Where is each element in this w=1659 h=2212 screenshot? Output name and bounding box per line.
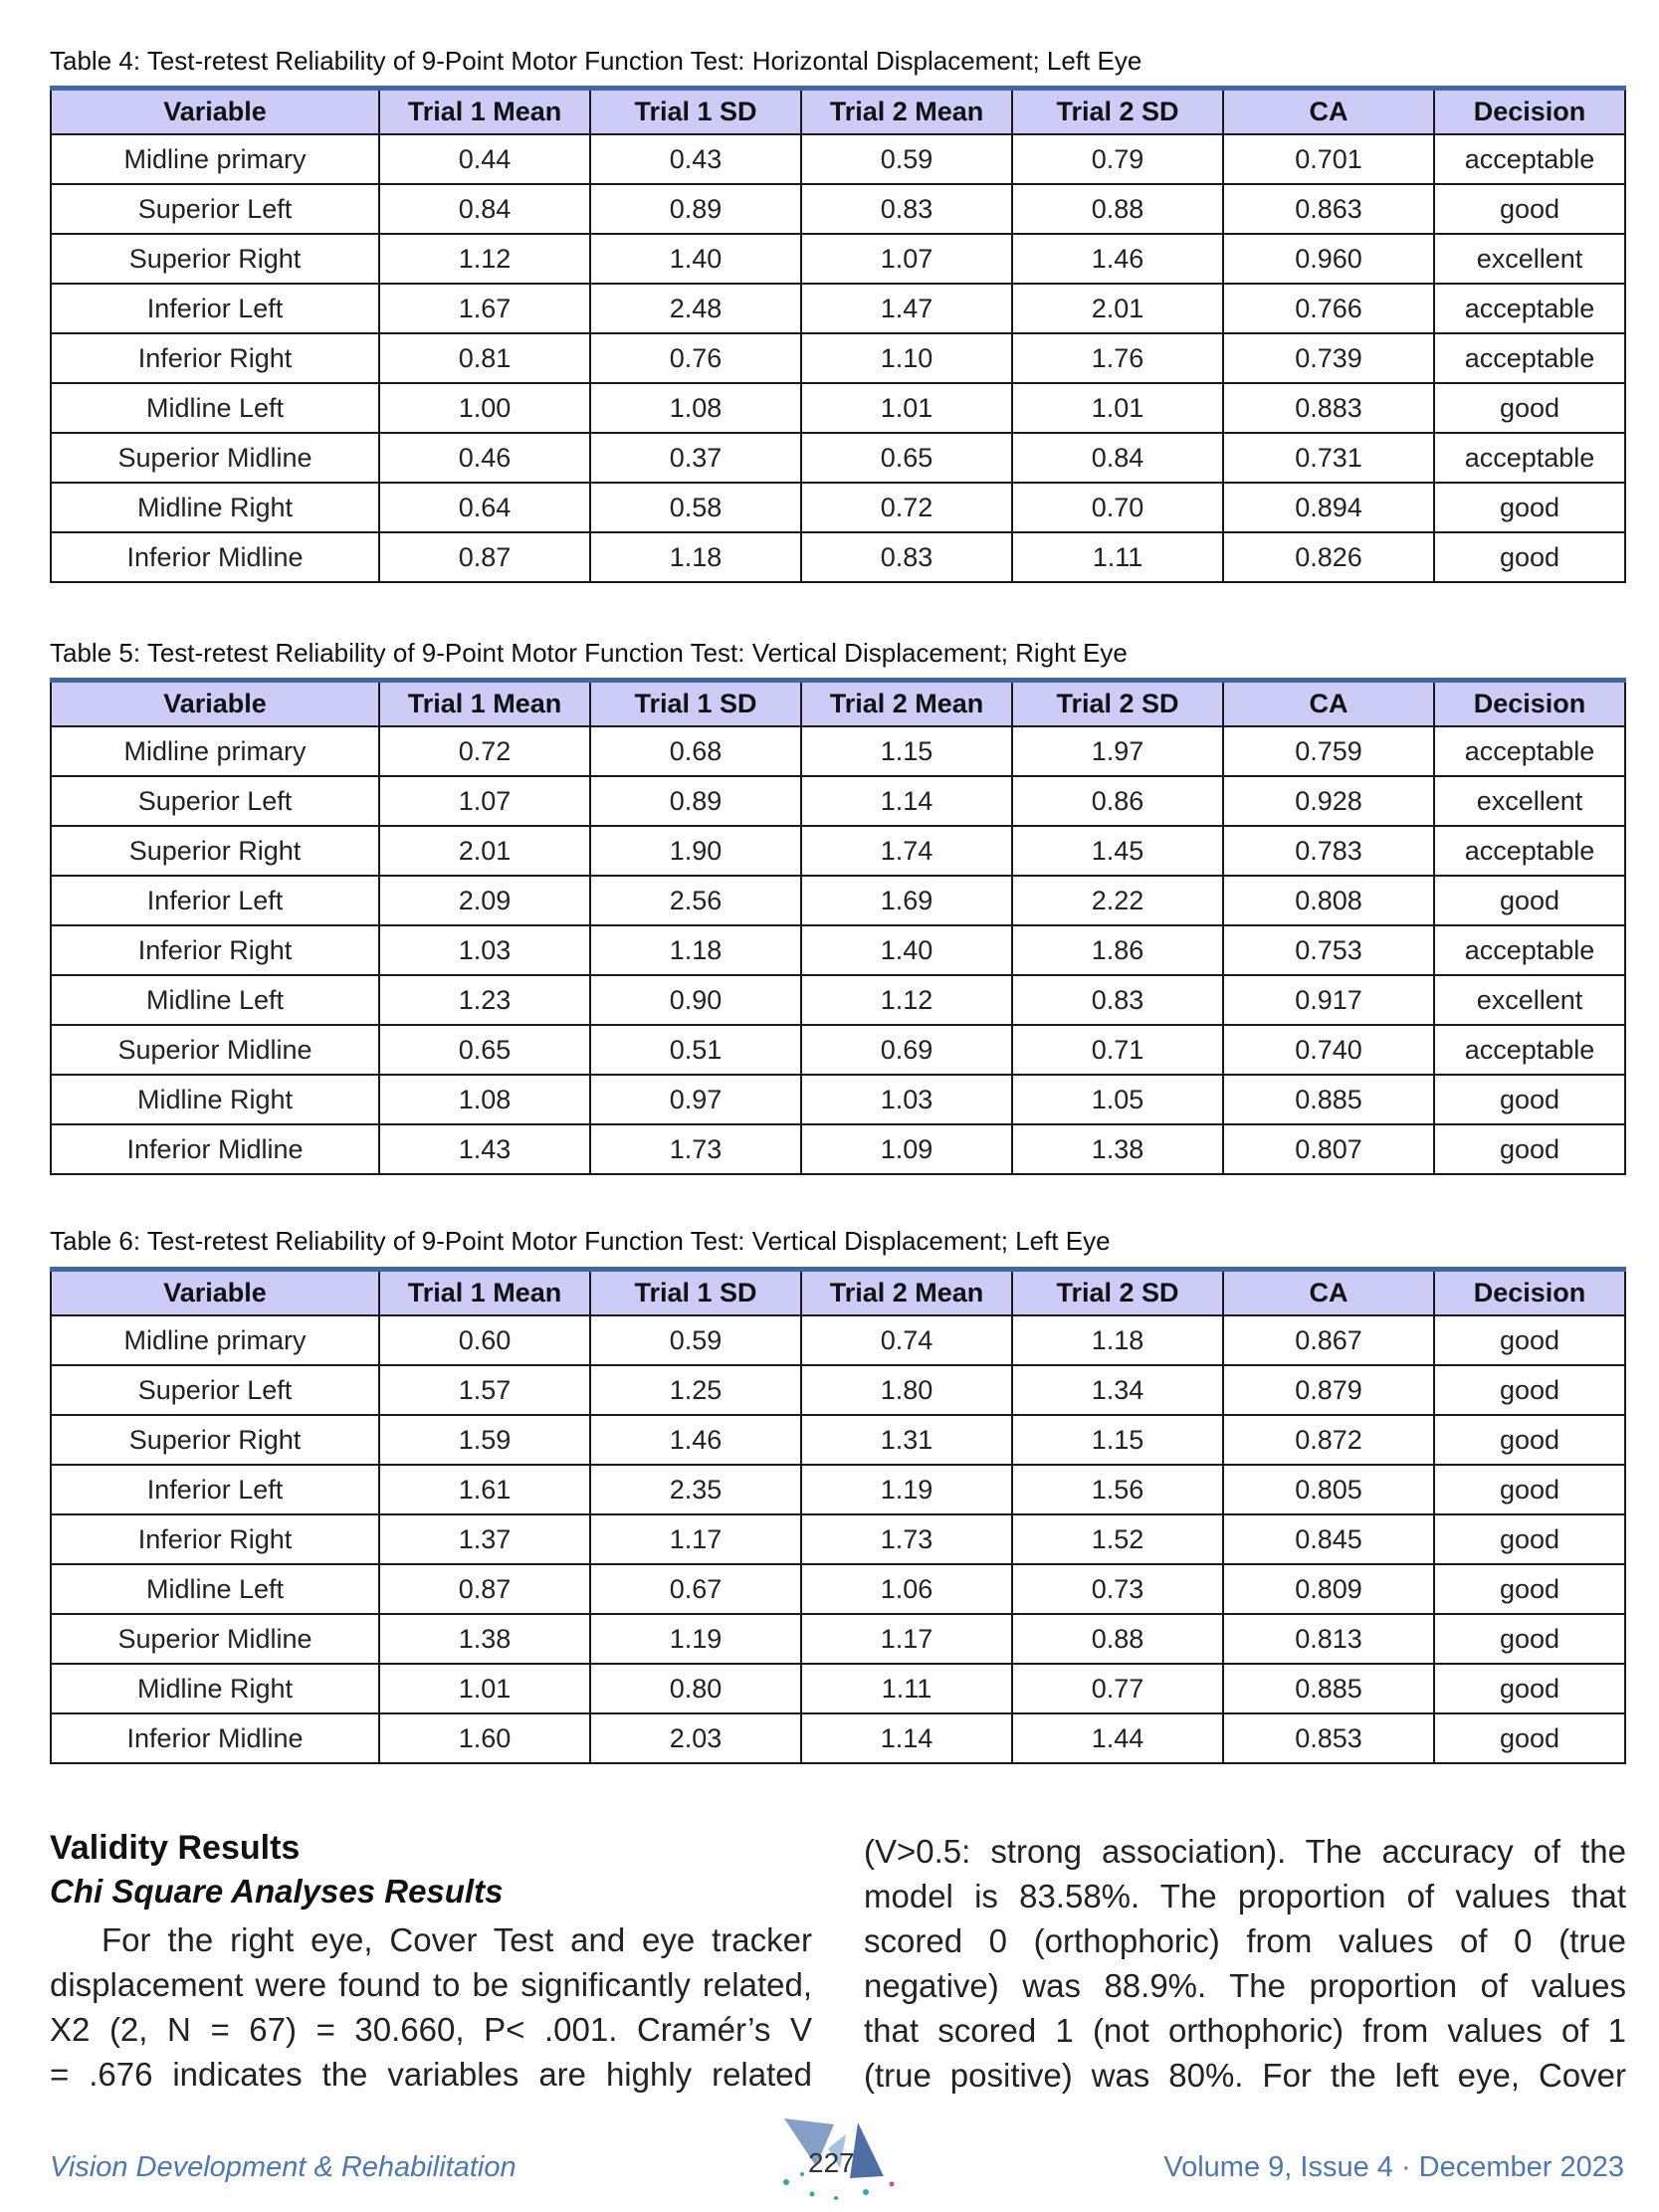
value-cell: 0.83: [1012, 975, 1223, 1025]
value-cell: good: [1434, 1075, 1625, 1124]
table-row: [51, 1415, 1625, 1465]
table-row: [51, 826, 1625, 876]
value-cell: 0.863: [1223, 184, 1434, 234]
value-cell: 0.60: [379, 1315, 590, 1365]
value-cell: good: [1434, 1465, 1625, 1514]
value-cell: 1.12: [379, 234, 590, 284]
value-cell: 1.61: [379, 1465, 590, 1514]
value-cell: 1.90: [590, 826, 801, 876]
value-cell: good: [1434, 184, 1625, 234]
value-cell: 1.19: [590, 1614, 801, 1664]
value-cell: 2.22: [1012, 876, 1223, 925]
paragraph-line: X2 (2, N = 67) = 30.660, P< .001. Cramér’s V: [50, 2011, 812, 2048]
value-cell: 1.73: [590, 1124, 801, 1174]
value-cell: good: [1434, 1124, 1625, 1174]
value-cell: 0.44: [379, 134, 590, 184]
table-row: [51, 876, 1625, 925]
value-cell: good: [1434, 1713, 1625, 1763]
value-cell: acceptable: [1434, 726, 1625, 776]
table-row: [51, 1564, 1625, 1614]
value-cell: 0.89: [590, 184, 801, 234]
value-cell: 0.809: [1223, 1564, 1434, 1614]
variable-cell: Inferior Midline: [51, 1713, 379, 1763]
value-cell: 0.69: [801, 1025, 1012, 1075]
table-row: [51, 1315, 1625, 1365]
value-cell: 1.67: [379, 284, 590, 333]
variable-cell: Superior Right: [51, 1415, 379, 1465]
section-title: Validity Results: [50, 1829, 301, 1867]
table-row: [51, 1664, 1625, 1713]
table-row: [51, 1025, 1625, 1075]
value-cell: 1.31: [801, 1415, 1012, 1465]
value-cell: 2.09: [379, 876, 590, 925]
section-subtitle: Chi Square Analyses Results: [50, 1873, 504, 1910]
table-4-caption: Table 4: Test-retest Reliability of 9-Point Motor Function Test: Horizontal Displacement; Left Eye: [50, 46, 1142, 76]
value-cell: 0.65: [379, 1025, 590, 1075]
value-cell: 1.69: [801, 876, 1012, 925]
paragraph-line: scored 0 (orthophoric) from values of 0 (true: [864, 1922, 1626, 1959]
variable-cell: Superior Right: [51, 234, 379, 284]
value-cell: good: [1434, 1415, 1625, 1465]
value-cell: excellent: [1434, 776, 1625, 826]
value-cell: acceptable: [1434, 826, 1625, 876]
table-5: [50, 678, 1626, 1175]
value-cell: 1.34: [1012, 1365, 1223, 1415]
column-header: Decision: [1434, 681, 1625, 727]
value-cell: 1.80: [801, 1365, 1012, 1415]
value-cell: 1.08: [379, 1075, 590, 1124]
table-6: [50, 1267, 1626, 1764]
value-cell: 1.18: [1012, 1315, 1223, 1365]
paragraph-line: that scored 1 (not orthophoric) from values of 1: [864, 2012, 1626, 2049]
value-cell: 1.07: [379, 776, 590, 826]
value-cell: 0.731: [1223, 433, 1434, 483]
variable-cell: Inferior Left: [51, 1465, 379, 1514]
table-body: [51, 1315, 1625, 1763]
table-6-caption: Table 6: Test-retest Reliability of 9-Point Motor Function Test: Vertical Displacement; Left Eye: [50, 1226, 1111, 1256]
page-number: 227: [808, 2147, 855, 2178]
table-row: [51, 776, 1625, 826]
variable-cell: Midline primary: [51, 726, 379, 776]
table-row: [51, 483, 1625, 532]
value-cell: 0.813: [1223, 1614, 1434, 1664]
journal-name: Vision Development & Rehabilitation: [50, 2151, 517, 2183]
column-header: Trial 1 Mean: [379, 1270, 590, 1316]
value-cell: 0.97: [590, 1075, 801, 1124]
table-row: [51, 532, 1625, 582]
column-header: Variable: [51, 89, 379, 135]
value-cell: 1.07: [801, 234, 1012, 284]
value-cell: 1.11: [801, 1664, 1012, 1713]
value-cell: 0.84: [379, 184, 590, 234]
value-cell: 1.06: [801, 1564, 1012, 1614]
value-cell: 0.783: [1223, 826, 1434, 876]
value-cell: excellent: [1434, 234, 1625, 284]
value-cell: 1.09: [801, 1124, 1012, 1174]
table-4: [50, 86, 1626, 583]
value-cell: 0.59: [590, 1315, 801, 1365]
value-cell: 0.37: [590, 433, 801, 483]
value-cell: 0.90: [590, 975, 801, 1025]
right-paragraph: [864, 1829, 1626, 2098]
value-cell: excellent: [1434, 975, 1625, 1025]
value-cell: good: [1434, 532, 1625, 582]
value-cell: 0.826: [1223, 532, 1434, 582]
value-cell: 1.46: [590, 1415, 801, 1465]
column-header: Trial 1 SD: [590, 89, 801, 135]
paragraph-line: = .676 indicates the variables are highly related: [50, 2056, 812, 2093]
column-header: Trial 2 SD: [1012, 1270, 1223, 1316]
column-header: Trial 1 SD: [590, 1270, 801, 1316]
value-cell: 0.853: [1223, 1713, 1434, 1763]
table-row: [51, 925, 1625, 975]
variable-cell: Midline Left: [51, 975, 379, 1025]
value-cell: 0.766: [1223, 284, 1434, 333]
value-cell: 1.03: [379, 925, 590, 975]
column-header: CA: [1223, 89, 1434, 135]
table-row: [51, 333, 1625, 383]
value-cell: 0.885: [1223, 1075, 1434, 1124]
value-cell: 0.894: [1223, 483, 1434, 532]
value-cell: 2.03: [590, 1713, 801, 1763]
value-cell: 0.73: [1012, 1564, 1223, 1614]
paragraph-line: displacement were found to be significantly related,: [50, 1966, 812, 2003]
column-header: Trial 2 SD: [1012, 681, 1223, 727]
value-cell: 0.807: [1223, 1124, 1434, 1174]
value-cell: 0.917: [1223, 975, 1434, 1025]
table-row: [51, 284, 1625, 333]
value-cell: 1.01: [379, 1664, 590, 1713]
table-row: [51, 1713, 1625, 1763]
value-cell: 1.18: [590, 532, 801, 582]
value-cell: acceptable: [1434, 433, 1625, 483]
value-cell: 1.23: [379, 975, 590, 1025]
value-cell: 1.73: [801, 1514, 1012, 1564]
variable-cell: Inferior Right: [51, 333, 379, 383]
value-cell: 0.87: [379, 1564, 590, 1614]
value-cell: acceptable: [1434, 1025, 1625, 1075]
value-cell: 1.18: [590, 925, 801, 975]
value-cell: 1.56: [1012, 1465, 1223, 1514]
table-body: [51, 726, 1625, 1174]
value-cell: 1.60: [379, 1713, 590, 1763]
value-cell: 0.58: [590, 483, 801, 532]
value-cell: good: [1434, 1315, 1625, 1365]
value-cell: 0.74: [801, 1315, 1012, 1365]
value-cell: 0.84: [1012, 433, 1223, 483]
value-cell: 1.17: [590, 1514, 801, 1564]
value-cell: 0.43: [590, 134, 801, 184]
column-header: Decision: [1434, 1270, 1625, 1316]
value-cell: 1.12: [801, 975, 1012, 1025]
value-cell: 0.88: [1012, 1614, 1223, 1664]
value-cell: 0.872: [1223, 1415, 1434, 1465]
value-cell: 1.38: [1012, 1124, 1223, 1174]
value-cell: 0.83: [801, 184, 1012, 234]
value-cell: 0.88: [1012, 184, 1223, 234]
value-cell: 0.740: [1223, 1025, 1434, 1075]
value-cell: 1.52: [1012, 1514, 1223, 1564]
variable-cell: Inferior Left: [51, 876, 379, 925]
variable-cell: Midline Right: [51, 1664, 379, 1713]
column-header: Trial 2 Mean: [801, 1270, 1012, 1316]
column-header: Trial 1 Mean: [379, 89, 590, 135]
value-cell: 0.739: [1223, 333, 1434, 383]
value-cell: 1.43: [379, 1124, 590, 1174]
column-header: Trial 2 Mean: [801, 681, 1012, 727]
value-cell: 0.87: [379, 532, 590, 582]
column-header: CA: [1223, 1270, 1434, 1316]
variable-cell: Inferior Midline: [51, 532, 379, 582]
value-cell: good: [1434, 1564, 1625, 1614]
column-header: Trial 2 Mean: [801, 89, 1012, 135]
value-cell: 1.97: [1012, 726, 1223, 776]
value-cell: 0.808: [1223, 876, 1434, 925]
value-cell: 2.48: [590, 284, 801, 333]
value-cell: 1.10: [801, 333, 1012, 383]
column-header: Trial 2 SD: [1012, 89, 1223, 135]
value-cell: 1.01: [801, 383, 1012, 433]
table-row: [51, 1075, 1625, 1124]
value-cell: 1.05: [1012, 1075, 1223, 1124]
value-cell: 1.74: [801, 826, 1012, 876]
value-cell: acceptable: [1434, 284, 1625, 333]
value-cell: 0.805: [1223, 1465, 1434, 1514]
column-header: Decision: [1434, 89, 1625, 135]
paragraph-line: negative) was 88.9%. The proportion of values: [864, 1967, 1626, 2004]
value-cell: 0.86: [1012, 776, 1223, 826]
variable-cell: Superior Midline: [51, 1025, 379, 1075]
value-cell: 0.76: [590, 333, 801, 383]
value-cell: 1.11: [1012, 532, 1223, 582]
table-header-row: [51, 681, 1625, 727]
value-cell: 1.47: [801, 284, 1012, 333]
value-cell: 0.59: [801, 134, 1012, 184]
value-cell: 2.01: [1012, 284, 1223, 333]
variable-cell: Superior Right: [51, 826, 379, 876]
variable-cell: Superior Left: [51, 184, 379, 234]
table-row: [51, 1465, 1625, 1514]
value-cell: 1.86: [1012, 925, 1223, 975]
value-cell: 0.753: [1223, 925, 1434, 975]
variable-cell: Superior Left: [51, 776, 379, 826]
value-cell: good: [1434, 383, 1625, 433]
table-row: [51, 184, 1625, 234]
value-cell: acceptable: [1434, 134, 1625, 184]
variable-cell: Superior Left: [51, 1365, 379, 1415]
value-cell: 0.51: [590, 1025, 801, 1075]
value-cell: 0.46: [379, 433, 590, 483]
variable-cell: Midline primary: [51, 1315, 379, 1365]
value-cell: 1.40: [590, 234, 801, 284]
left-paragraph: [50, 1917, 812, 2097]
column-header: Variable: [51, 681, 379, 727]
value-cell: 0.960: [1223, 234, 1434, 284]
value-cell: good: [1434, 483, 1625, 532]
value-cell: 0.68: [590, 726, 801, 776]
value-cell: 1.46: [1012, 234, 1223, 284]
value-cell: 0.65: [801, 433, 1012, 483]
value-cell: 0.867: [1223, 1315, 1434, 1365]
value-cell: 0.72: [379, 726, 590, 776]
table-row: [51, 726, 1625, 776]
value-cell: 0.883: [1223, 383, 1434, 433]
value-cell: 1.37: [379, 1514, 590, 1564]
table-row: [51, 234, 1625, 284]
variable-cell: Midline Left: [51, 1564, 379, 1614]
value-cell: 1.57: [379, 1365, 590, 1415]
value-cell: 1.00: [379, 383, 590, 433]
value-cell: good: [1434, 1514, 1625, 1564]
table-row: [51, 1365, 1625, 1415]
column-header: Variable: [51, 1270, 379, 1316]
value-cell: 2.35: [590, 1465, 801, 1514]
value-cell: 1.40: [801, 925, 1012, 975]
table-row: [51, 134, 1625, 184]
value-cell: acceptable: [1434, 925, 1625, 975]
value-cell: 1.15: [1012, 1415, 1223, 1465]
table-row: [51, 1124, 1625, 1174]
variable-cell: Inferior Right: [51, 1514, 379, 1564]
table-row: [51, 1614, 1625, 1664]
table-body: [51, 134, 1625, 582]
value-cell: 0.71: [1012, 1025, 1223, 1075]
value-cell: 0.80: [590, 1664, 801, 1713]
value-cell: 2.56: [590, 876, 801, 925]
variable-cell: Superior Midline: [51, 433, 379, 483]
value-cell: 0.759: [1223, 726, 1434, 776]
value-cell: 1.44: [1012, 1713, 1223, 1763]
column-header: CA: [1223, 681, 1434, 727]
paragraph-line: (true positive) was 80%. For the left eye, Cover: [864, 2057, 1626, 2094]
table-header-row: [51, 1270, 1625, 1316]
value-cell: 0.70: [1012, 483, 1223, 532]
paragraph-line: (V>0.5: strong association). The accuracy of the: [864, 1833, 1626, 1870]
value-cell: 0.72: [801, 483, 1012, 532]
value-cell: 1.03: [801, 1075, 1012, 1124]
variable-cell: Midline Left: [51, 383, 379, 433]
value-cell: 1.14: [801, 776, 1012, 826]
value-cell: 1.45: [1012, 826, 1223, 876]
variable-cell: Superior Midline: [51, 1614, 379, 1664]
paragraph-line: For the right eye, Cover Test and eye tracker: [102, 1921, 812, 1958]
table-row: [51, 433, 1625, 483]
value-cell: 0.77: [1012, 1664, 1223, 1713]
table-5-caption: Table 5: Test-retest Reliability of 9-Point Motor Function Test: Vertical Displacement; Right Eye: [50, 638, 1128, 668]
value-cell: 0.89: [590, 776, 801, 826]
value-cell: acceptable: [1434, 333, 1625, 383]
table-row: [51, 383, 1625, 433]
variable-cell: Inferior Left: [51, 284, 379, 333]
value-cell: 1.25: [590, 1365, 801, 1415]
variable-cell: Midline Right: [51, 1075, 379, 1124]
table-row: [51, 975, 1625, 1025]
table-header-row: [51, 89, 1625, 135]
value-cell: 1.59: [379, 1415, 590, 1465]
value-cell: 1.15: [801, 726, 1012, 776]
value-cell: good: [1434, 876, 1625, 925]
value-cell: 1.08: [590, 383, 801, 433]
value-cell: 1.38: [379, 1614, 590, 1664]
value-cell: 0.67: [590, 1564, 801, 1614]
value-cell: 0.81: [379, 333, 590, 383]
value-cell: 0.701: [1223, 134, 1434, 184]
value-cell: 0.928: [1223, 776, 1434, 826]
value-cell: 1.19: [801, 1465, 1012, 1514]
variable-cell: Midline primary: [51, 134, 379, 184]
column-header: Trial 1 Mean: [379, 681, 590, 727]
value-cell: good: [1434, 1614, 1625, 1664]
value-cell: 1.14: [801, 1713, 1012, 1763]
variable-cell: Inferior Midline: [51, 1124, 379, 1174]
value-cell: 1.01: [1012, 383, 1223, 433]
value-cell: good: [1434, 1365, 1625, 1415]
value-cell: 0.79: [1012, 134, 1223, 184]
value-cell: 0.83: [801, 532, 1012, 582]
value-cell: 2.01: [379, 826, 590, 876]
issue-date: Volume 9, Issue 4 · December 2023: [1163, 2151, 1624, 2183]
value-cell: good: [1434, 1664, 1625, 1713]
value-cell: 0.885: [1223, 1664, 1434, 1713]
paragraph-line: model is 83.58%. The proportion of values that: [864, 1878, 1626, 1914]
value-cell: 1.17: [801, 1614, 1012, 1664]
value-cell: 0.879: [1223, 1365, 1434, 1415]
variable-cell: Inferior Right: [51, 925, 379, 975]
value-cell: 1.76: [1012, 333, 1223, 383]
value-cell: 0.64: [379, 483, 590, 532]
value-cell: 0.845: [1223, 1514, 1434, 1564]
variable-cell: Midline Right: [51, 483, 379, 532]
table-row: [51, 1514, 1625, 1564]
column-header: Trial 1 SD: [590, 681, 801, 727]
